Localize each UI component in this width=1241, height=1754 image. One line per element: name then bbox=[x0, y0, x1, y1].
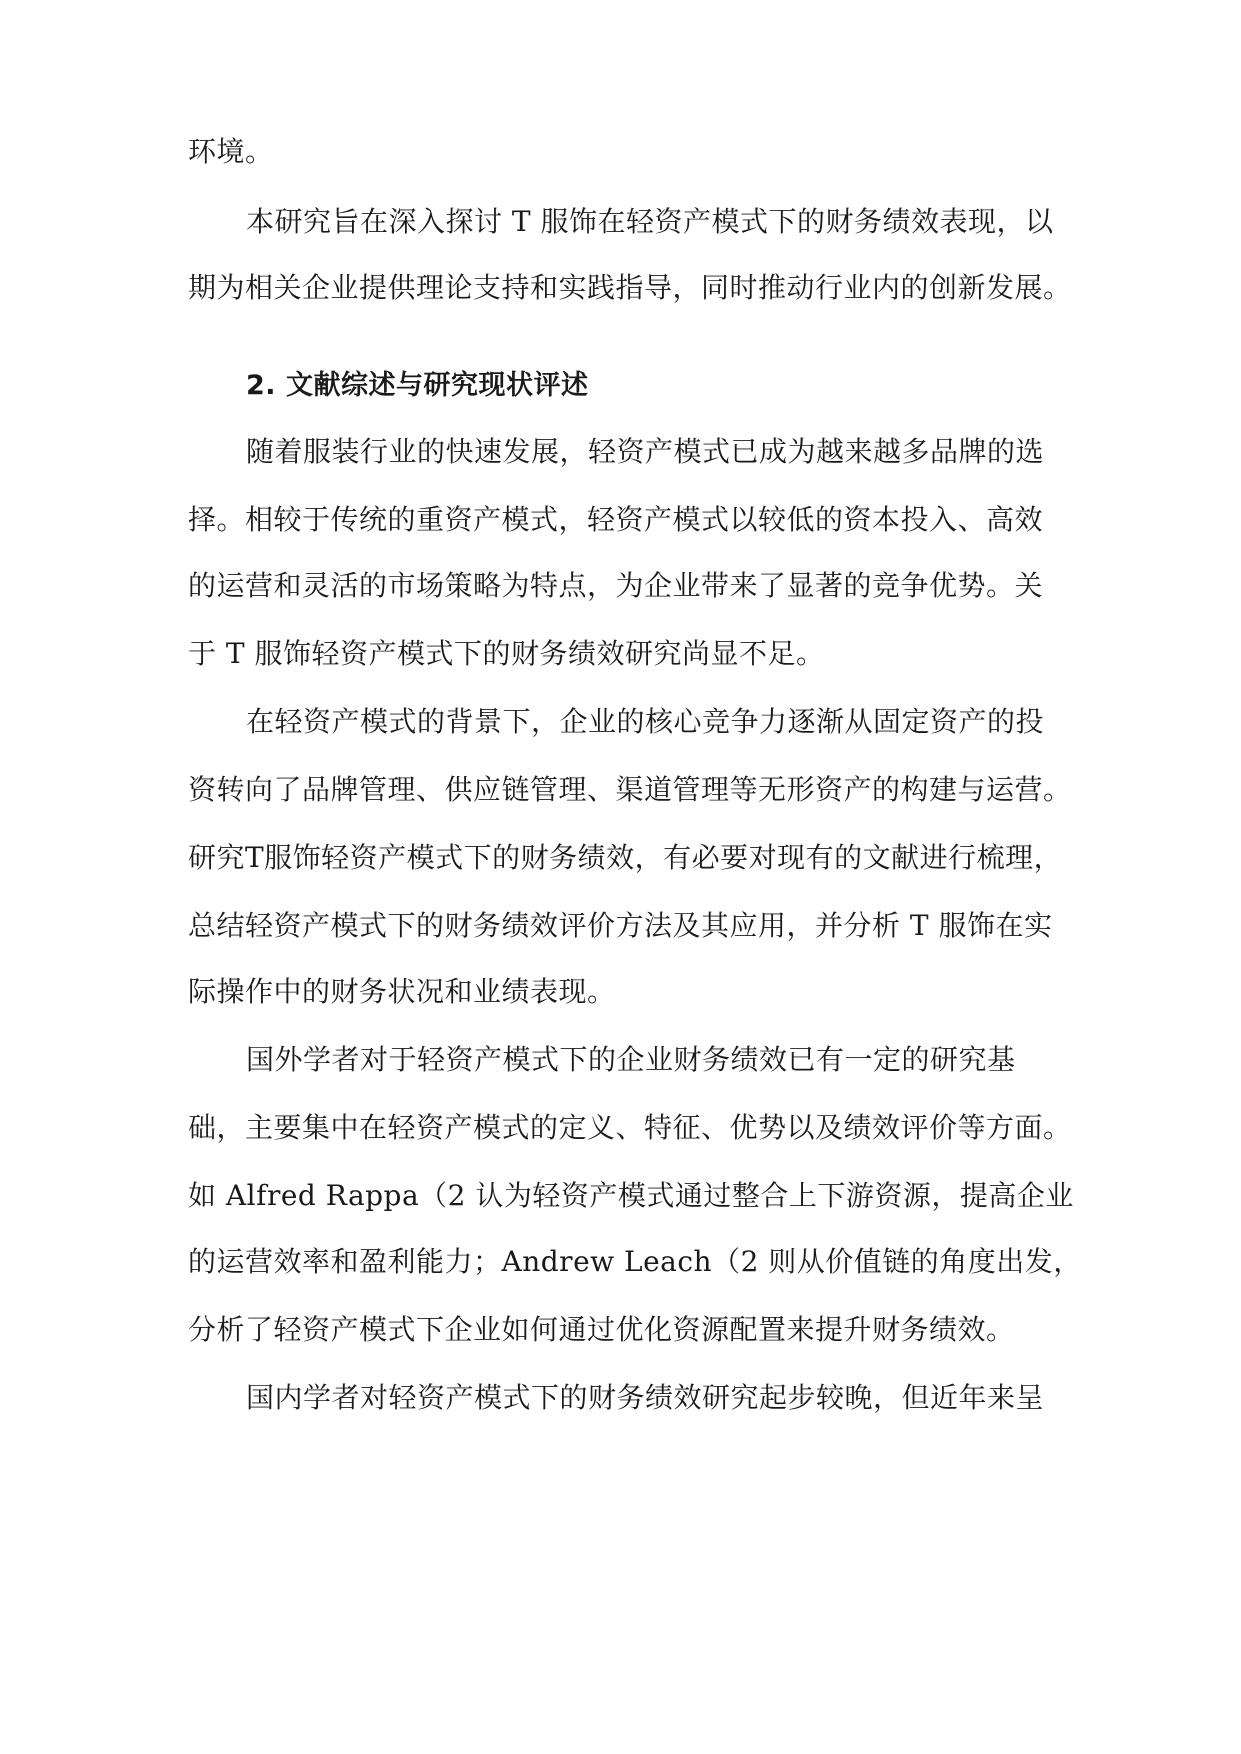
text-line: 如 Alfred Rappa（2 认为轻资产模式通过整合上下游资源，提高企业 bbox=[188, 1179, 1074, 1212]
section-heading: 2. 文献综述与研究现状评述 bbox=[246, 370, 589, 401]
text-line: 择。相较于传统的重资产模式，轻资产模式以较低的资本投入、高效 bbox=[188, 503, 1044, 536]
text-line: 的运营和灵活的市场策略为特点，为企业带来了显著的竞争优势。关 bbox=[188, 569, 1044, 602]
text-line: 期为相关企业提供理论支持和实践指导，同时推动行业内的创新发展。 bbox=[188, 271, 1072, 304]
paragraph-first-line: 国内学者对轻资产模式下的财务绩效研究起步较晚，但近年来呈 bbox=[246, 1381, 1045, 1414]
text-line: 的运营效率和盈利能力；Andrew Leach（2 则从价值链的角度出发， bbox=[188, 1245, 1082, 1278]
text-line: 研究T服饰轻资产模式下的财务绩效，有必要对现有的文献进行梳理， bbox=[188, 841, 1063, 874]
text-line: 于 T 服饰轻资产模式下的财务绩效研究尚显不足。 bbox=[188, 637, 825, 670]
text-line: 总结轻资产模式下的财务绩效评价方法及其应用，并分析 T 服饰在实 bbox=[188, 909, 1053, 942]
text-line-continuation: 环境。 bbox=[188, 135, 274, 168]
paragraph-first-line: 国外学者对于轻资产模式下的企业财务绩效已有一定的研究基 bbox=[246, 1043, 1016, 1076]
text-line: 分析了轻资产模式下企业如何通过优化资源配置来提升财务绩效。 bbox=[188, 1313, 1015, 1346]
text-line: 资转向了品牌管理、供应链管理、渠道管理等无形资产的构建与运营。 bbox=[188, 773, 1072, 806]
text-line: 础，主要集中在轻资产模式的定义、特征、优势以及绩效评价等方面。 bbox=[188, 1111, 1072, 1144]
paragraph-first-line: 在轻资产模式的背景下，企业的核心竞争力逐渐从固定资产的投 bbox=[246, 705, 1045, 738]
paragraph-first-line: 随着服装行业的快速发展，轻资产模式已成为越来越多品牌的选 bbox=[246, 435, 1045, 468]
paragraph-first-line: 本研究旨在深入探讨 T 服饰在轻资产模式下的财务绩效表现，以 bbox=[246, 205, 1054, 238]
text-line: 际操作中的财务状况和业绩表现。 bbox=[188, 975, 616, 1008]
